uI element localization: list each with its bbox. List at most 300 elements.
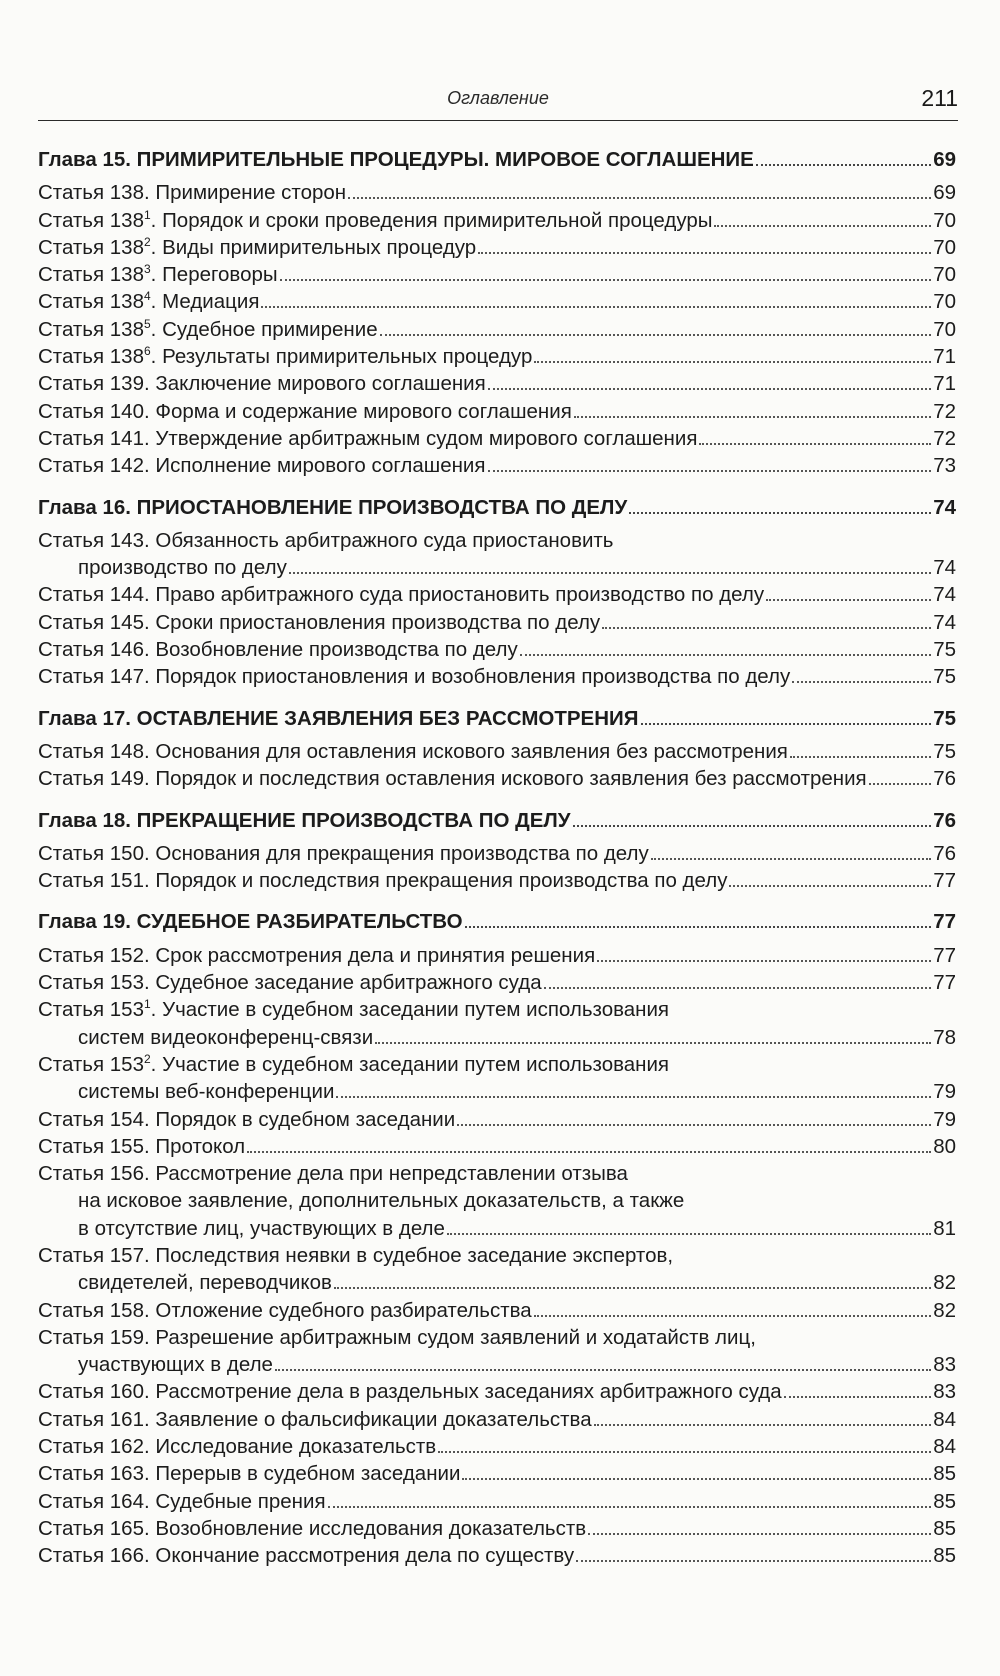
article-row <box>38 1433 956 1460</box>
article-number: Статья 153 <box>38 998 144 1022</box>
article-entry <box>38 1488 956 1515</box>
article-superscript: 2 <box>143 234 151 249</box>
article-title: . Возобновление производства по делу <box>143 638 518 662</box>
article-number: Статья 140 <box>38 399 144 423</box>
article-row <box>38 1133 956 1160</box>
article-row <box>38 1542 956 1569</box>
article-superscript: 1 <box>143 997 151 1012</box>
chapter-heading <box>38 807 956 834</box>
dot-leader <box>766 599 931 601</box>
article-label <box>38 1053 669 1076</box>
article-entry <box>38 1051 956 1106</box>
dot-leader <box>247 1151 931 1153</box>
article-title: . Основания для оставления искового заявления без рассмотрения <box>143 739 788 763</box>
dot-leader <box>488 470 932 472</box>
article-number: Статья 153 <box>38 971 144 995</box>
article-entry <box>38 1324 956 1379</box>
dot-leader <box>348 197 931 199</box>
chapter-section <box>38 146 956 480</box>
article-label <box>38 1406 592 1433</box>
article-row <box>38 179 956 206</box>
article-page-number: 85 <box>933 1516 956 1540</box>
article-label <box>38 663 790 690</box>
chapter-heading <box>38 494 956 521</box>
article-label <box>38 636 518 663</box>
chapter-page-number: 74 <box>933 495 956 519</box>
article-title-continuation: на исковое заявление, дополнительных доказательств, а также <box>78 1189 685 1213</box>
article-label <box>38 1433 436 1460</box>
article-page-number: 79 <box>933 1107 956 1131</box>
article-row <box>38 261 956 288</box>
article-title-continuation: свидетелей, переводчиков <box>78 1271 332 1295</box>
chapter-section <box>38 494 956 691</box>
article-label <box>38 867 727 894</box>
article-number: Статья 146 <box>38 638 144 662</box>
article-entry <box>38 1542 956 1569</box>
article-title: . Право арбитражного суда приостановить производство по делу <box>143 583 765 607</box>
dot-leader <box>699 443 931 445</box>
chapter-heading <box>38 908 956 935</box>
article-entry <box>38 343 956 370</box>
article-page-number: 82 <box>933 1271 956 1295</box>
dot-leader <box>375 1042 931 1044</box>
article-page-number: 70 <box>933 317 956 341</box>
dot-leader <box>534 1315 932 1317</box>
article-number: Статья 138 <box>38 263 144 287</box>
article-title: . Форма и содержание мирового соглашения <box>143 399 572 423</box>
article-title: . Участие в судебном заседании путем использования <box>150 1052 670 1076</box>
article-title: . Перерыв в судебном заседании <box>143 1462 461 1486</box>
article-row <box>38 452 956 479</box>
dot-leader <box>478 252 931 254</box>
article-entry <box>38 1297 956 1324</box>
article-number: Статья 141 <box>38 426 144 450</box>
dot-leader <box>714 225 931 227</box>
article-entry <box>38 969 956 996</box>
article-number: Статья 166 <box>38 1544 144 1568</box>
article-continuation-row <box>38 1024 956 1051</box>
article-entry <box>38 663 956 690</box>
article-label <box>38 1515 586 1542</box>
article-row <box>38 840 956 867</box>
article-entry <box>38 1515 956 1542</box>
chapter-heading <box>38 146 956 173</box>
article-entry <box>38 1378 956 1405</box>
article-first-line <box>38 1242 956 1269</box>
article-row <box>38 1378 956 1405</box>
article-title: . Медиация <box>150 290 260 314</box>
article-title: . Переговоры <box>150 263 278 287</box>
dot-leader <box>438 1451 931 1453</box>
article-page-number: 83 <box>933 1353 956 1377</box>
article-number: Статья 138 <box>38 208 144 232</box>
article-page-number: 84 <box>933 1435 956 1459</box>
article-number: Статья 163 <box>38 1462 144 1486</box>
article-title: . Судебные прения <box>143 1489 326 1513</box>
article-number: Статья 153 <box>38 1052 144 1076</box>
article-page-number: 75 <box>933 665 956 689</box>
article-entry <box>38 370 956 397</box>
article-page-number: 72 <box>933 426 956 450</box>
article-superscript: 1 <box>143 207 151 222</box>
article-superscript: 6 <box>143 344 151 359</box>
dot-leader <box>328 1506 932 1508</box>
article-entry <box>38 1133 956 1160</box>
article-entry <box>38 527 956 582</box>
article-title: . Примирение сторон <box>143 181 347 205</box>
article-page-number: 76 <box>933 767 956 791</box>
article-entry <box>38 398 956 425</box>
article-number: Статья 151 <box>38 869 144 893</box>
article-number: Статья 142 <box>38 454 144 478</box>
article-entry <box>38 288 956 315</box>
article-title: . Утверждение арбитражным судом мирового соглашения <box>143 426 698 450</box>
dot-leader <box>602 627 931 629</box>
dot-leader <box>380 334 932 336</box>
article-number: Статья 157 <box>38 1243 144 1267</box>
article-title: . Разрешение арбитражным судом заявлений и ходатайств лиц, <box>143 1325 756 1349</box>
article-row <box>38 581 956 608</box>
dot-leader <box>641 723 932 725</box>
article-row <box>38 738 956 765</box>
article-title: . Основания для прекращения производства по делу <box>143 841 649 865</box>
dot-leader <box>784 1396 932 1398</box>
article-page-number: 74 <box>933 610 956 634</box>
article-entry <box>38 1433 956 1460</box>
article-label <box>38 452 486 479</box>
article-title-continuation: участвующих в деле <box>78 1353 273 1377</box>
article-label <box>38 529 614 552</box>
article-label <box>38 1106 455 1133</box>
dot-leader <box>756 164 931 166</box>
article-entry <box>38 261 956 288</box>
article-superscript: 3 <box>143 262 151 277</box>
article-row <box>38 1515 956 1542</box>
article-number: Статья 154 <box>38 1107 144 1131</box>
article-number: Статья 150 <box>38 841 144 865</box>
article-number: Статья 159 <box>38 1325 144 1349</box>
article-number: Статья 149 <box>38 767 144 791</box>
article-page-number: 71 <box>933 372 956 396</box>
article-title: . Окончание рассмотрения дела по существу <box>143 1544 575 1568</box>
article-label <box>38 1460 460 1487</box>
article-page-number: 79 <box>933 1080 956 1104</box>
article-label <box>38 609 600 636</box>
article-page-number: 70 <box>933 290 956 314</box>
article-title: . Обязанность арбитражного суда приостановить <box>143 528 614 552</box>
article-continuation-row <box>38 1215 956 1242</box>
chapter-heading <box>38 705 956 732</box>
article-number: Статья 138 <box>38 345 144 369</box>
article-first-line <box>38 1160 956 1187</box>
article-number: Статья 148 <box>38 739 144 763</box>
article-page-number: 84 <box>933 1407 956 1431</box>
article-title: . Судебное заседание арбитражного суда <box>143 971 542 995</box>
dot-leader <box>488 388 931 390</box>
article-row <box>38 425 956 452</box>
article-label <box>38 1326 756 1349</box>
article-page-number: 85 <box>933 1489 956 1513</box>
article-number: Статья 158 <box>38 1298 144 1322</box>
article-page-number: 78 <box>933 1025 956 1049</box>
article-continuation-row <box>38 1351 956 1378</box>
article-entry <box>38 179 956 206</box>
article-title: . Исполнение мирового соглашения <box>143 454 486 478</box>
article-row <box>38 867 956 894</box>
article-page-number: 85 <box>933 1544 956 1568</box>
article-page-number: 70 <box>933 263 956 287</box>
article-page-number: 75 <box>933 739 956 763</box>
article-number: Статья 155 <box>38 1134 144 1158</box>
article-row <box>38 370 956 397</box>
article-title-continuation: производство по делу <box>78 556 287 580</box>
article-number: Статья 165 <box>38 1516 144 1540</box>
article-page-number: 81 <box>933 1216 956 1240</box>
article-title: . Заявление о фальсификации доказательства <box>143 1407 592 1431</box>
article-label <box>38 316 378 343</box>
dot-leader <box>336 1096 931 1098</box>
article-row <box>38 942 956 969</box>
article-entry <box>38 636 956 663</box>
article-title: . Порядок приостановления и возобновления производства по делу <box>143 665 791 689</box>
article-label <box>38 425 697 452</box>
article-title: . Последствия неявки в судебное заседание экспертов, <box>143 1243 674 1267</box>
dot-leader <box>573 825 932 827</box>
article-page-number: 74 <box>933 556 956 580</box>
article-label <box>38 1297 532 1324</box>
chapter-title: Глава 18. ПРЕКРАЩЕНИЕ ПРОИЗВОДСТВА ПО ДЕЛУ <box>38 808 571 832</box>
dot-leader <box>465 926 932 928</box>
article-label <box>38 738 788 765</box>
article-entry <box>38 867 956 894</box>
dot-leader <box>588 1533 931 1535</box>
article-entry <box>38 765 956 792</box>
article-superscript: 5 <box>143 316 151 331</box>
article-entry <box>38 1106 956 1133</box>
article-page-number: 71 <box>933 345 956 369</box>
dot-leader <box>729 885 931 887</box>
article-superscript: 2 <box>143 1051 151 1066</box>
article-label <box>38 370 486 397</box>
dot-leader <box>534 361 931 363</box>
article-page-number: 82 <box>933 1298 956 1322</box>
chapter-page-number: 76 <box>933 808 956 832</box>
article-label <box>38 942 595 969</box>
table-of-contents <box>38 146 956 1584</box>
article-page-number: 77 <box>933 943 956 967</box>
article-row <box>38 234 956 261</box>
article-row <box>38 1297 956 1324</box>
article-page-number: 76 <box>933 841 956 865</box>
page-number: 211 <box>921 85 958 111</box>
article-number: Статья 138 <box>38 317 144 341</box>
article-title: . Судебное примирение <box>150 317 378 341</box>
article-entry <box>38 316 956 343</box>
article-title: . Порядок в судебном заседании <box>143 1107 456 1131</box>
article-label <box>38 1244 673 1267</box>
article-label <box>38 1542 574 1569</box>
article-title: . Протокол <box>143 1134 246 1158</box>
running-title: Оглавление <box>447 88 549 108</box>
article-number: Статья 138 <box>38 181 144 205</box>
article-label <box>38 207 712 234</box>
chapter-page-number: 77 <box>933 910 956 934</box>
article-page-number: 80 <box>933 1134 956 1158</box>
article-label <box>38 234 476 261</box>
article-title: . Участие в судебном заседании путем использования <box>150 998 670 1022</box>
article-number: Статья 152 <box>38 943 144 967</box>
article-first-line <box>38 527 956 554</box>
article-row <box>38 207 956 234</box>
article-continuation-row <box>38 1269 956 1296</box>
article-page-number: 70 <box>933 235 956 259</box>
article-label <box>38 1378 782 1405</box>
article-label <box>38 765 867 792</box>
article-superscript: 4 <box>143 289 151 304</box>
chapter-title: Глава 16. ПРИОСТАНОВЛЕНИЕ ПРОИЗВОДСТВА ПО ДЕЛУ <box>38 495 628 519</box>
chapter-title: Глава 15. ПРИМИРИТЕЛЬНЫЕ ПРОЦЕДУРЫ. МИРОВОЕ СОГЛАШЕНИЕ <box>38 148 754 171</box>
article-title: . Возобновление исследования доказательств <box>143 1516 587 1540</box>
article-number: Статья 147 <box>38 665 144 689</box>
article-number: Статья 160 <box>38 1380 144 1404</box>
article-page-number: 77 <box>933 971 956 995</box>
dot-leader <box>790 756 931 758</box>
dot-leader <box>576 1560 931 1562</box>
article-continuation-row <box>38 1078 956 1105</box>
article-row <box>38 636 956 663</box>
article-number: Статья 138 <box>38 290 144 314</box>
article-title: . Заключение мирового соглашения <box>143 372 486 396</box>
article-row <box>38 1460 956 1487</box>
article-title: . Отложение судебного разбирательства <box>143 1298 532 1322</box>
article-title: . Порядок и сроки проведения примирительной процедуры <box>150 208 713 232</box>
dot-leader <box>275 1369 931 1371</box>
article-row <box>38 288 956 315</box>
article-number: Статья 162 <box>38 1435 144 1459</box>
article-number: Статья 139 <box>38 372 144 396</box>
dot-leader <box>462 1478 931 1480</box>
article-first-line <box>38 1051 956 1078</box>
article-entry <box>38 609 956 636</box>
article-number: Статья 161 <box>38 1407 144 1431</box>
article-label <box>38 998 669 1021</box>
dot-leader <box>869 783 932 785</box>
article-first-line <box>38 996 956 1023</box>
chapter-title: Глава 19. СУДЕБНОЕ РАЗБИРАТЕЛЬСТВО <box>38 910 463 934</box>
article-label <box>38 343 532 370</box>
article-title: . Результаты примирительных процедур <box>150 345 533 369</box>
article-number: Статья 145 <box>38 610 144 634</box>
article-entry <box>38 738 956 765</box>
article-title: . Рассмотрение дела в раздельных заседаниях арбитражного суда <box>143 1380 782 1404</box>
dot-leader <box>334 1287 931 1289</box>
article-page-number: 77 <box>933 869 956 893</box>
article-label <box>38 261 278 288</box>
article-number: Статья 156 <box>38 1162 144 1186</box>
article-row <box>38 398 956 425</box>
article-row <box>38 1488 956 1515</box>
article-title: . Сроки приостановления производства по делу <box>143 610 601 634</box>
chapter-section <box>38 705 956 793</box>
dot-leader <box>651 858 931 860</box>
dot-leader <box>629 512 931 514</box>
article-label <box>38 398 572 425</box>
article-number: Статья 164 <box>38 1489 144 1513</box>
chapter-page-number: 69 <box>933 148 956 171</box>
dot-leader <box>520 654 931 656</box>
chapter-title: Глава 17. ОСТАВЛЕНИЕ ЗАЯВЛЕНИЯ БЕЗ РАССМОТРЕНИЯ <box>38 706 639 730</box>
article-label <box>38 179 346 206</box>
dot-leader <box>261 306 931 308</box>
article-row <box>38 969 956 996</box>
article-entry <box>38 942 956 969</box>
dot-leader <box>289 572 931 574</box>
chapter-section <box>38 807 956 895</box>
article-entry <box>38 1406 956 1433</box>
article-entry <box>38 1160 956 1242</box>
article-entry <box>38 234 956 261</box>
article-first-line <box>38 1324 956 1351</box>
chapter-page-number: 75 <box>933 706 956 730</box>
running-header <box>38 80 958 121</box>
article-title-continuation: систем видеоконференц-связи <box>78 1025 374 1049</box>
article-row <box>38 1406 956 1433</box>
article-title: . Порядок и последствия прекращения производства по делу <box>143 869 728 893</box>
dot-leader <box>447 1233 931 1235</box>
article-entry <box>38 581 956 608</box>
chapter-section <box>38 908 956 1569</box>
article-title-continuation: в отсутствие лиц, участвующих в деле <box>78 1216 445 1240</box>
article-entry <box>38 452 956 479</box>
article-continuation-row <box>38 554 956 581</box>
article-row <box>38 765 956 792</box>
article-title: . Срок рассмотрения дела и принятия решения <box>143 943 596 967</box>
article-continuation-row <box>38 1187 956 1214</box>
article-page-number: 74 <box>933 583 956 607</box>
article-title: . Исследование доказательств <box>143 1435 437 1459</box>
dot-leader <box>574 416 931 418</box>
article-row <box>38 609 956 636</box>
article-label <box>38 969 542 996</box>
article-label <box>38 1488 326 1515</box>
article-title: . Порядок и последствия оставления искового заявления без рассмотрения <box>143 767 867 791</box>
article-number: Статья 143 <box>38 528 144 552</box>
article-page-number: 83 <box>933 1380 956 1404</box>
article-number: Статья 138 <box>38 235 144 259</box>
article-page-number: 70 <box>933 208 956 232</box>
article-number: Статья 144 <box>38 583 144 607</box>
article-entry <box>38 425 956 452</box>
article-entry <box>38 207 956 234</box>
article-row <box>38 316 956 343</box>
article-row <box>38 1106 956 1133</box>
dot-leader <box>792 681 931 683</box>
article-page-number: 85 <box>933 1462 956 1486</box>
article-page-number: 73 <box>933 454 956 478</box>
dot-leader <box>280 279 932 281</box>
article-title-continuation: системы веб-конференции <box>78 1080 335 1104</box>
article-title: . Рассмотрение дела при непредставлении отзыва <box>143 1162 628 1186</box>
article-label <box>38 288 259 315</box>
dot-leader <box>457 1124 931 1126</box>
article-entry <box>38 1460 956 1487</box>
article-entry <box>38 840 956 867</box>
article-label <box>38 581 764 608</box>
dot-leader <box>597 960 931 962</box>
article-row <box>38 343 956 370</box>
dot-leader <box>594 1424 932 1426</box>
article-entry <box>38 996 956 1051</box>
